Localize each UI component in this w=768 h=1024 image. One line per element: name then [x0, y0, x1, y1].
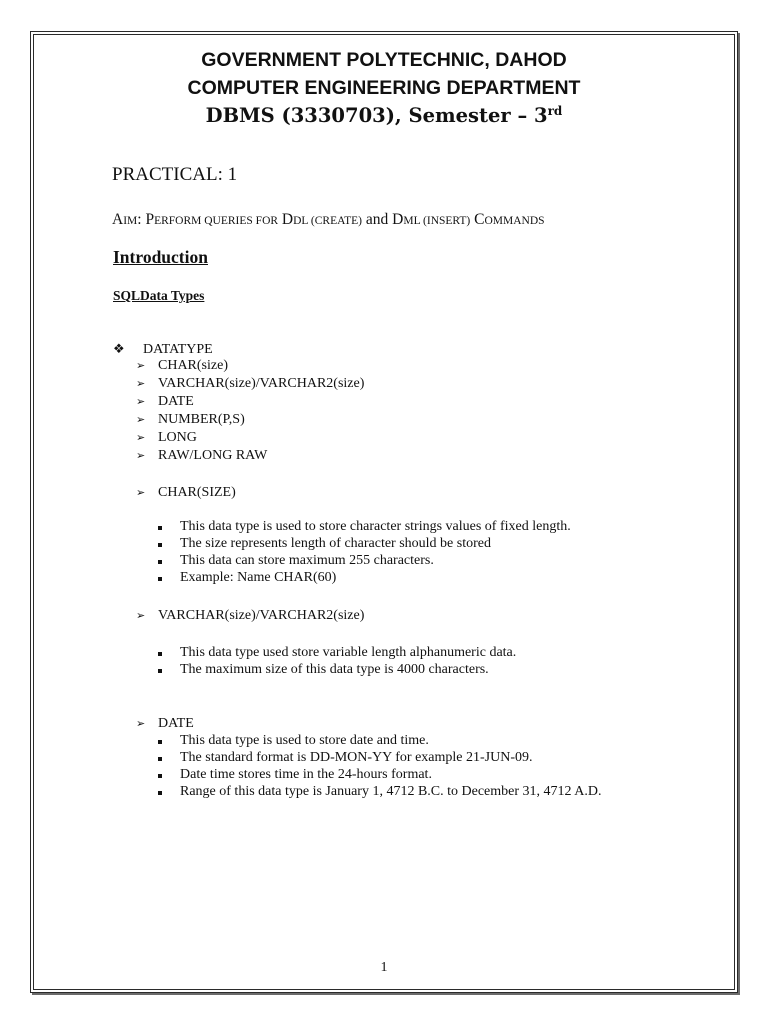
practical-title: PRACTICAL: 1 [112, 164, 238, 185]
aim-part: A [112, 211, 124, 228]
aim-part: IM [123, 215, 138, 227]
list-item-label: LONG [158, 430, 197, 445]
square-bullet-icon [158, 791, 162, 795]
four-diamond-bullet-icon: ❖ [113, 341, 125, 356]
section-title-text: CHAR(SIZE) [158, 485, 236, 500]
aim-part: : P [137, 211, 155, 228]
square-bullet-icon [158, 577, 162, 581]
section-title-date [136, 715, 194, 733]
list-item [158, 783, 601, 800]
arrowhead-bullet-icon: ➢ [136, 487, 146, 499]
datatype-item [113, 340, 213, 358]
section-title-varchar [136, 607, 364, 625]
date-points [158, 732, 601, 800]
square-bullet-icon [158, 652, 162, 656]
list-item [158, 749, 601, 766]
datatype-list [136, 357, 364, 465]
page-number: 1 [380, 960, 388, 975]
aim-part: DL [293, 215, 309, 227]
list-item [136, 447, 364, 465]
datatype-heading: DATATYPE [143, 342, 213, 357]
arrowhead-bullet-icon: ➢ [136, 396, 146, 408]
list-item [136, 357, 364, 375]
aim-part: (CREATE) [308, 215, 363, 227]
section-title-char [136, 484, 236, 502]
list-item [158, 569, 571, 586]
list-item [158, 552, 571, 569]
introduction-heading: Introduction [113, 247, 208, 267]
list-item-label: VARCHAR(size)/VARCHAR2(size) [158, 376, 365, 391]
list-item [158, 535, 571, 552]
aim-part: OMMANDS [484, 215, 545, 227]
section-title-text: VARCHAR(size)/VARCHAR2(size) [158, 608, 365, 623]
list-item [158, 644, 516, 661]
arrowhead-bullet-icon: ➢ [136, 414, 146, 426]
square-bullet-icon [158, 543, 162, 547]
point-text: This data type is used to store character strings values of fixed length. [180, 519, 571, 534]
char-points [158, 518, 571, 586]
aim-part: ML [403, 215, 421, 227]
arrowhead-bullet-icon: ➢ [136, 610, 146, 622]
arrowhead-bullet-icon: ➢ [136, 450, 146, 462]
list-item-label: NUMBER(P,S) [158, 412, 245, 427]
section-title-text: DATE [158, 716, 194, 731]
square-bullet-icon [158, 669, 162, 673]
varchar-points [158, 644, 516, 678]
college-name: GOVERNMENT POLYTECHNIC, DAHOD [201, 49, 567, 71]
arrowhead-bullet-icon: ➢ [136, 718, 146, 730]
list-item-label: RAW/LONG RAW [158, 448, 268, 463]
point-text: This data can store maximum 255 characters. [180, 553, 434, 568]
point-text: Example: Name CHAR(60) [180, 570, 337, 585]
course-title-text: DBMS (3330703), Semester – 3 [205, 104, 548, 127]
list-item [136, 429, 364, 447]
sql-data-types-heading: SQLData Types [113, 288, 205, 303]
point-text: Range of this data type is January 1, 4712 B.C. to December 31, 4712 A.D. [180, 784, 602, 799]
aim-part: C [470, 211, 485, 228]
point-text: Date time stores time in the 24-hours format. [180, 767, 432, 782]
list-item [158, 661, 516, 678]
arrowhead-bullet-icon: ➢ [136, 378, 146, 390]
square-bullet-icon [158, 774, 162, 778]
course-title [0, 104, 768, 127]
point-text: The maximum size of this data type is 4000 characters. [180, 662, 489, 677]
aim-part: (INSERT) [420, 215, 471, 227]
point-text: This data type used store variable length alphanumeric data. [180, 645, 517, 660]
arrowhead-bullet-icon: ➢ [136, 360, 146, 372]
semester-suffix: rd [547, 104, 563, 118]
arrowhead-bullet-icon: ➢ [136, 432, 146, 444]
list-item [136, 411, 364, 429]
point-text: This data type is used to store date and time. [180, 733, 429, 748]
department-name: COMPUTER ENGINEERING DEPARTMENT [187, 77, 581, 99]
list-item [158, 518, 571, 535]
point-text: The size represents length of character should be stored [180, 536, 491, 551]
list-item-label: CHAR(size) [158, 358, 228, 373]
list-item [136, 393, 364, 411]
square-bullet-icon [158, 560, 162, 564]
list-item-label: DATE [158, 394, 194, 409]
list-item [158, 766, 601, 783]
aim-line [112, 211, 545, 229]
square-bullet-icon [158, 740, 162, 744]
point-text: The standard format is DD-MON-YY for example 21-JUN-09. [180, 750, 533, 765]
square-bullet-icon [158, 757, 162, 761]
aim-part: ERFORM QUERIES FOR [154, 215, 279, 227]
square-bullet-icon [158, 526, 162, 530]
list-item [136, 375, 364, 393]
list-item [158, 732, 601, 749]
aim-part: and D [362, 211, 404, 228]
aim-part: D [278, 211, 294, 228]
